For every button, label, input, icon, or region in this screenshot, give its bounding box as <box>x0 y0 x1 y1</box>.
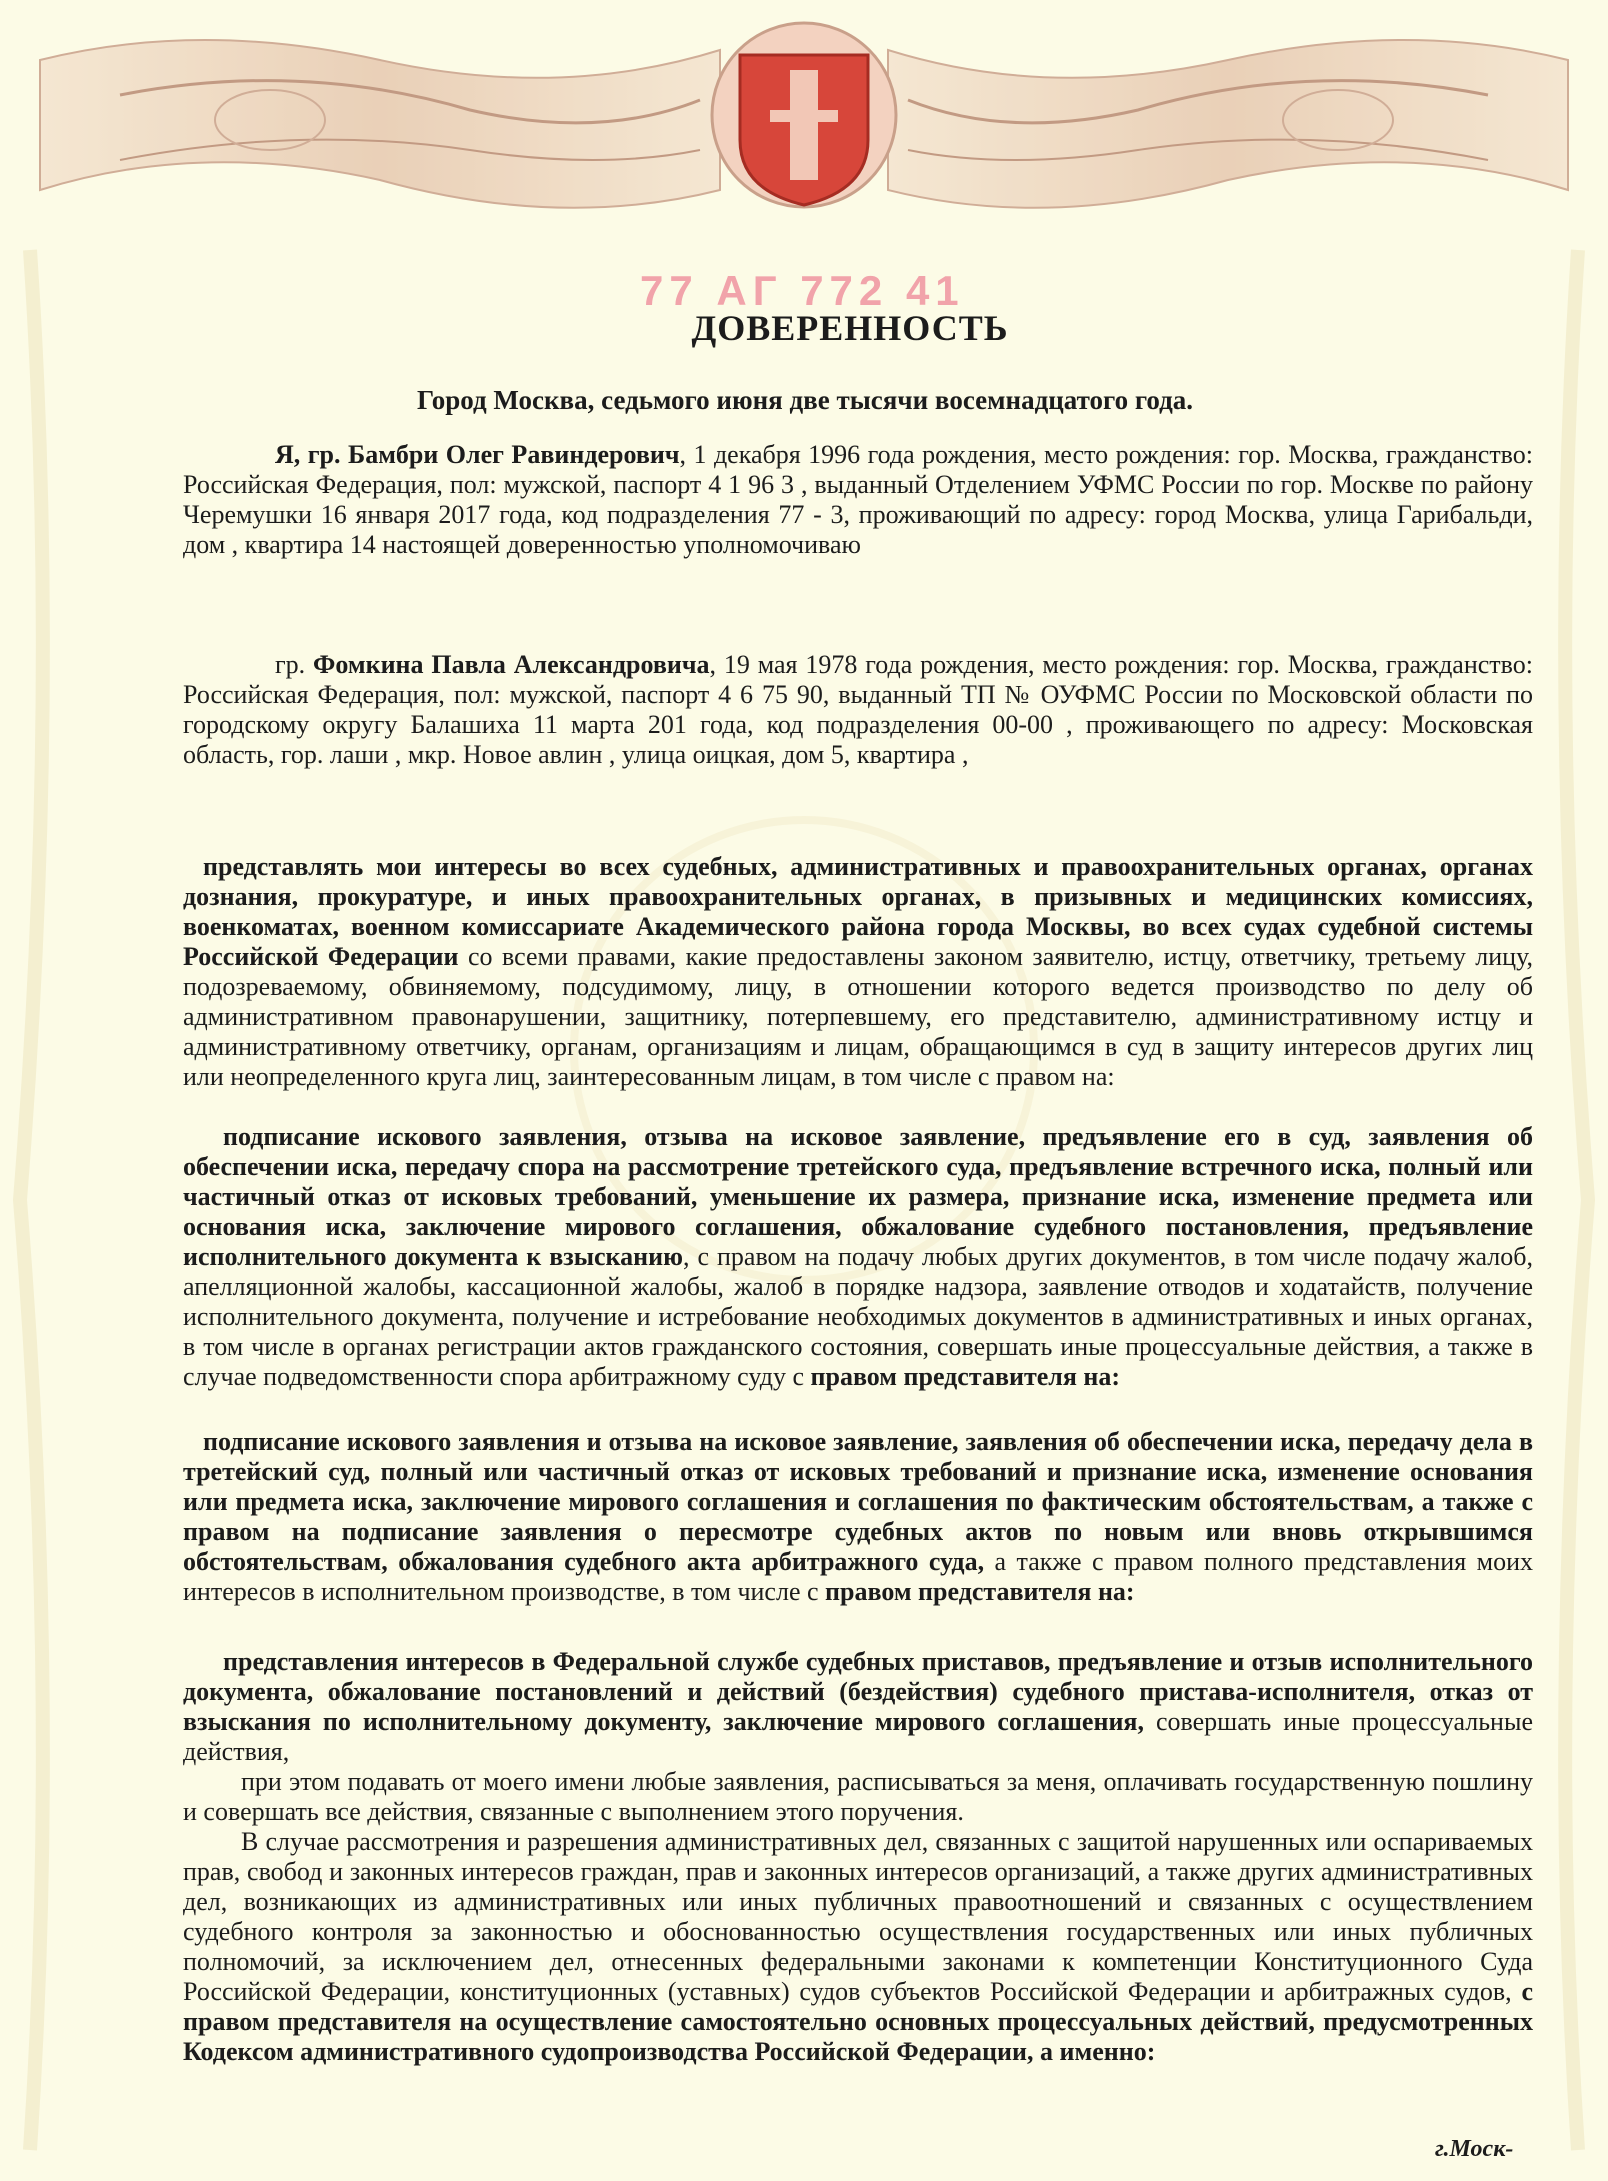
notary-emblem <box>712 23 896 207</box>
powers-4-bold: представления интересов в Федеральной службе судебных приставов, предъявление и отзыв исполнительного документа, обжалование постановлений и действий (бездействия) судебного пристава-исполнителя, отказ от взыскания по исполнительному документу, заключение мирового соглашения, <box>183 1647 1533 1736</box>
powers-3-tail: правом представителя на: <box>825 1577 1135 1606</box>
powers-6-tail: с правом представителя на осуществление самостоятельно основных процессуальных действий, предусмотренных Кодексом административного судопроизводства Российской Федерации, а именно: <box>183 1977 1533 2066</box>
powers-3-bold: подписание искового заявления и отзыва на исковое заявление, заявления об обеспечении иска, передачу дела в третейский суд, полный или частичный отказ от исковых требований и признание иска, изменение основания или предмета иска, заключение мирового соглашения и соглашения по фактическим обстоятельствам, а также с правом на подписание заявления о пересмотре судебных актов по новым или вновь открывшимся обстоятельствам, обжалования судебного акта арбитражного суда, <box>183 1427 1533 1576</box>
continuation-footer: г.Моск- <box>1435 2136 1514 2162</box>
principal-lead: Я, гр. <box>275 440 341 469</box>
powers-6-text: В случае рассмотрения и разрешения административных дел, связанных с защитой нарушенных или оспариваемых прав, свобод и законных интересов граждан, прав и законных интересов организаций, а также других административных дел, возникающих из административных или иных публичных правоотношений и связанных с осуществлением судебного контроля за законностью и обоснованностью осуществления государственных или иных публичных полномочий, за исключением дел, отнесенных федеральными законами к компетенции Конституционного Суда Российской Федерации, конституционных (уставных) судов субъектов Российской Федерации и арбитражных судов, <box>183 1827 1533 2006</box>
powers-paragraph-4 <box>183 1647 1533 1767</box>
blank-serial-number: 77 АГ 772 41 <box>640 267 965 314</box>
powers-paragraph-5 <box>183 1767 1533 1827</box>
powers-paragraph-3 <box>183 1427 1533 1607</box>
powers-5-text: при этом подавать от моего имени любые заявления, расписываться за меня, оплачивать государственную пошлину и совершать все действия, связанные с выполнением этого поручения. <box>183 1767 1533 1826</box>
principal-paragraph <box>183 440 1533 560</box>
agent-paragraph <box>183 650 1533 770</box>
powers-2-bold: подписание искового заявления, отзыва на исковое заявление, предъявление его в суд, заявления об обеспечении иска, передачу спора на рассмотрение третейского суда, предъявление встречного иска, полный или частичный отказ от исковых требований, уменьшение их размера, признание иска, изменение предмета или основания иска, заключение мирового соглашения, обжалование судебного постановления, предъявление исполнительного документа к взысканию <box>183 1122 1533 1271</box>
powers-1-text: со всеми правами, какие предоставлены законом заявителю, истцу, ответчику, третьему лицу, подозреваемому, обвиняемому, подсудимому, лицу, в отношении которого ведется производство по делу об административном правонарушении, защитнику, потерпевшему, его представителю, административному истцу и административному ответчику, органам, организациям и лицам, обращающимся в суд в защиту интересов других лиц или неопределенного круга лиц, заинтересованным лицам, в том числе с правом на: <box>183 942 1533 1091</box>
principal-name: Бамбри Олег Равиндерович <box>348 440 680 469</box>
powers-2-text: , с правом на подачу любых других документов, в том числе подачу жалоб, апелляционной жалобы, кассационной жалобы, жалоб в порядке надзора, заявление отводов и ходатайств, получение исполнительного документа, получение и истребование необходимых документов в административных и иных органах, в том числе в органах регистрации актов гражданского состояния, совершать иные процессуальные действия, а также в случае подведомственности спора арбитражному суду с <box>183 1242 1533 1391</box>
powers-paragraph-1 <box>183 852 1533 1092</box>
agent-details: , 19 мая 1978 года рождения, место рождения: гор. Москва, гражданство: Российская Федерация, пол: мужской, паспорт 4 6 75 90, выданный ТП № ОУФМС России по Московской области по городскому округу Балашиха 11 марта 201 года, код подразделения 00-00 , проживающего по адресу: Московская область, гор. лаши , мкр. Новое авлин , улица оицкая, дом 5, квартира , <box>183 650 1533 769</box>
city-date-line: Город Москва, седьмого июня две тысячи восемнадцатого года. <box>416 385 1194 415</box>
powers-2-tail: правом представителя на: <box>810 1362 1121 1391</box>
agent-name: Фомкина Павла Александровича <box>313 650 710 679</box>
powers-paragraph-2 <box>183 1122 1533 1392</box>
principal-details: , 1 декабря 1996 года рождения, место рождения: гор. Москва, гражданство: Российская Федерация, пол: мужской, паспорт 4 1 96 3 , выданный Отделением УФМС России по гор. Москве по району Черемушки 16 января 2017 года, код подразделения 77 - 3, проживающий по адресу: город Москва, улица Гарибальди, дом , квартира 14 настоящей доверенностью уполномочиваю <box>183 440 1534 559</box>
powers-3-text: а также с правом полного представления моих интересов в исполнительном производстве, в том числе с <box>183 1547 1533 1606</box>
powers-paragraph-6 <box>183 1827 1533 2067</box>
powers-1-bold: представлять мои интересы во всех судебных, административных и правоохранительных органах, органах дознания, прокуратуре, и иных правоохранительных органах, в призывных и медицинских комиссиях, военкоматах, военном комиссариате Академического района города Москвы, во всех судах судебной системы Российской Федерации <box>183 852 1533 971</box>
agent-lead: гр. <box>275 650 306 679</box>
document-title: ДОВЕРЕННОСТЬ <box>691 308 1009 348</box>
powers-4-text: совершать иные процессуальные действия, <box>183 1707 1533 1766</box>
